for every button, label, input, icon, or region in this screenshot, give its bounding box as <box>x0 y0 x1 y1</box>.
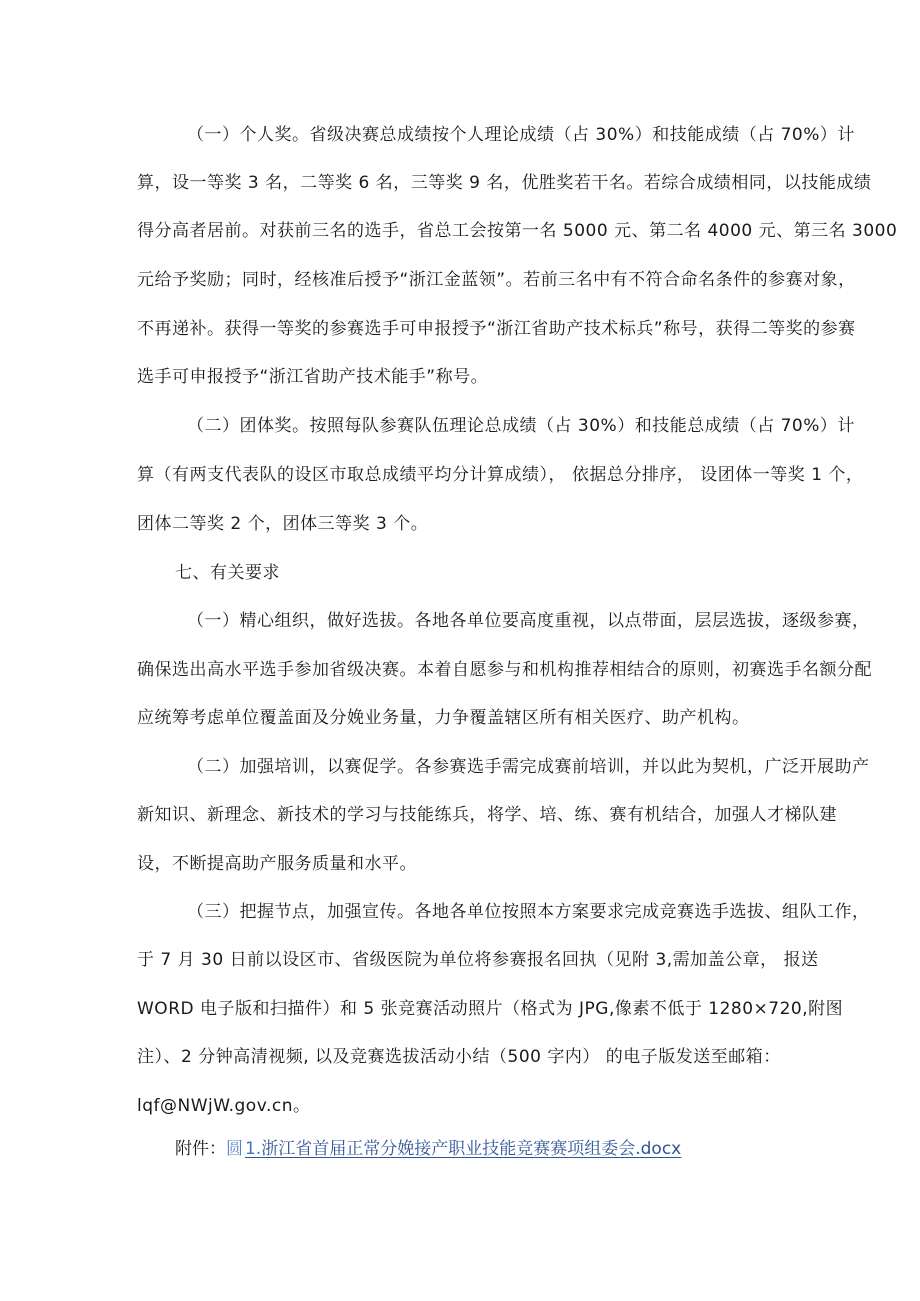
email-address: lqf@NWjW.gov.cn。 <box>137 1096 311 1116</box>
paragraph-line: 新知识、新理念、新技术的学习与技能练兵，将学、培、练、赛有机结合，加强人才梯队建 <box>137 805 837 825</box>
paragraph-line: 元给予奖励；同时，经核准后授予“浙江金蓝领”。若前三名中有不符合命名条件的参赛对象， <box>137 270 856 290</box>
attachment-row <box>175 1136 681 1162</box>
paragraph-line: （二）加强培训，以赛促学。各参赛选手需完成赛前培训，并以此为契机，广泛开展助产 <box>187 757 870 777</box>
paragraph-line: 设，不断提高助产服务质量和水平。 <box>137 854 417 874</box>
paragraph-line: （一）精心组织，做好选拔。各地各单位要高度重视，以点带面，层层选拔，逐级参赛， <box>187 611 870 631</box>
paragraph-line: （二）团体奖。按照每队参赛队伍理论总成绩（占 30%）和技能总成绩（占 70%）计 <box>187 416 855 436</box>
paragraph-line: 算（有两支代表队的设区市取总成绩平均分计算成绩）， 依据总分排序， 设团体一等奖 1 个， <box>137 465 864 485</box>
section-heading: 七、有关要求 <box>175 563 280 583</box>
attachment-label: 附件： <box>175 1139 226 1159</box>
paragraph-line: 确保选出高水平选手参加省级决赛。本着自愿参与和机构推荐相结合的原则，初赛选手名额分配 <box>137 660 872 680</box>
paragraph-line: （一）个人奖。省级决赛总成绩按个人理论成绩（占 30%）和技能成绩（占 70%）计 <box>187 125 855 145</box>
paragraph-line: 注）、2 分钟高清视频, 以及竞赛选拔活动小结（500 字内） 的电子版发送至邮箱： <box>137 1047 781 1067</box>
paragraph-line: 团体二等奖 2 个，团体三等奖 3 个。 <box>137 514 429 534</box>
document-icon: 圆 <box>226 1139 243 1159</box>
paragraph-line: 选手可申报授予“浙江省助产技术能手”称号。 <box>137 367 489 387</box>
attachment-link[interactable] <box>226 1139 681 1159</box>
paragraph-line: 不再递补。获得一等奖的参赛选手可申报授予“浙江省助产技术标兵”称号，获得二等奖的参赛 <box>137 319 856 339</box>
paragraph-line: 得分高者居前。对获前三名的选手，省总工会按第一名 5000 元、第二名 4000 元、第三名 3000 <box>137 221 898 241</box>
paragraph-line: WORD 电子版和扫描件）和 5 张竞赛活动照片（格式为 JPG,像素不低于 1280×720,附图 <box>137 999 844 1019</box>
paragraph-line: 应统筹考虑单位覆盖面及分娩业务量，力争覆盖辖区所有相关医疗、助产机构。 <box>137 708 750 728</box>
paragraph-line: （三）把握节点，加强宣传。各地各单位按照本方案要求完成竞赛选手选拔、组队工作， <box>187 902 870 922</box>
paragraph-line: 算，设一等奖 3 名，二等奖 6 名，三等奖 9 名，优胜奖若干名。若综合成绩相同，以技能成绩 <box>137 173 872 193</box>
paragraph-line: 于 7 月 30 日前以设区市、省级医院为单位将参赛报名回执（见附 3,需加盖公章， 报送 <box>137 950 819 970</box>
attachment-filename: 浙江省首届正常分娩接产职业技能竞赛赛项组委会.docx <box>261 1139 682 1159</box>
attachment-number: 1. <box>245 1139 262 1159</box>
